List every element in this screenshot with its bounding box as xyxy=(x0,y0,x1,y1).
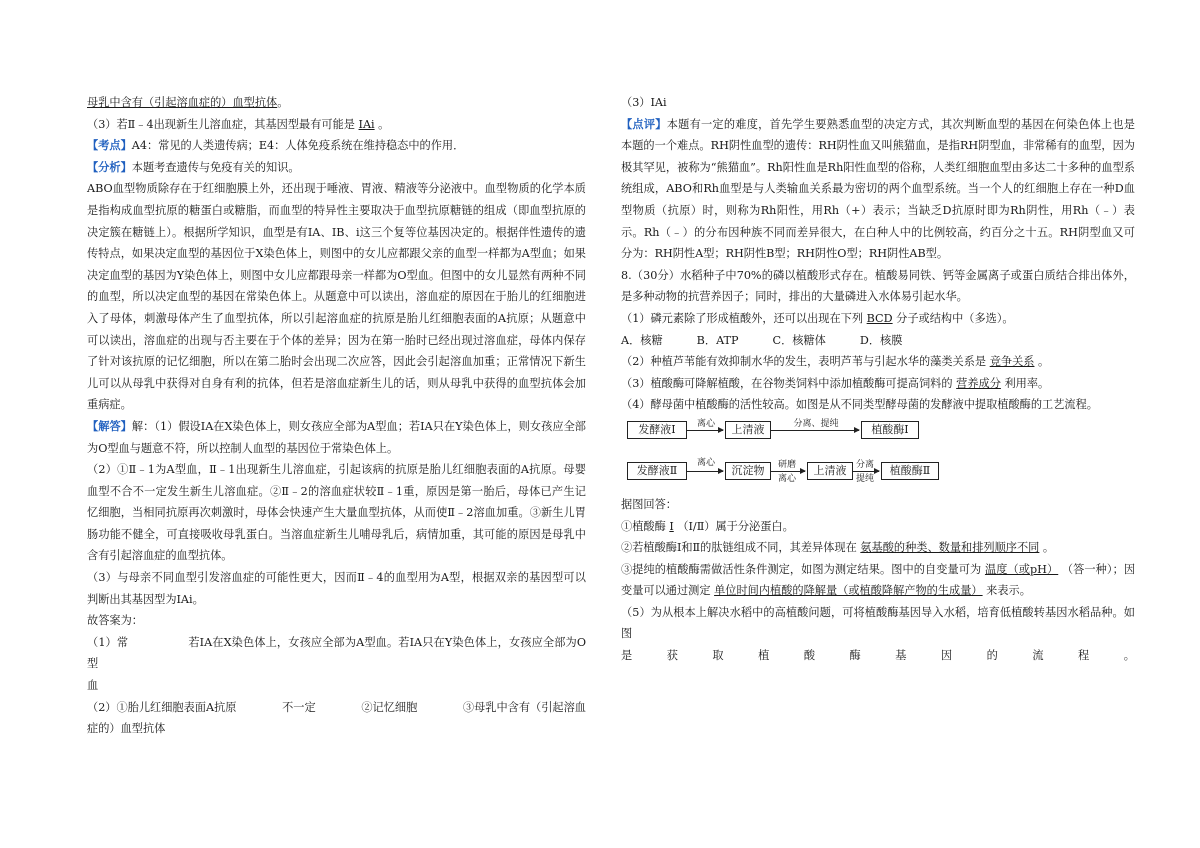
underlined-answer: IAi xyxy=(358,117,375,131)
flow-label: 分离 xyxy=(855,459,874,470)
section-tag: 【解答】 xyxy=(87,418,132,433)
kaodian-line xyxy=(87,135,586,157)
section-tag: 【考点】 xyxy=(87,138,132,153)
answer-part: 不一定 xyxy=(282,700,316,714)
question-8-5-last-line xyxy=(621,645,1135,667)
underlined-answer: 母乳中含有（引起溶血症的）血型抗体 xyxy=(87,96,278,109)
question-text: ①植酸酶 xyxy=(621,519,666,533)
question-8-3 xyxy=(621,373,1135,395)
question-8-1 xyxy=(621,308,1135,330)
question-text: 利用率。 xyxy=(1004,376,1050,390)
char: 程 xyxy=(1078,649,1090,663)
punct: 。 xyxy=(1042,541,1055,555)
answer-heading: 故答案为： xyxy=(87,614,143,628)
punct: 。 xyxy=(378,117,390,131)
char: 流 xyxy=(1032,649,1044,663)
answer-part: ②记忆细胞 xyxy=(361,700,418,714)
flow-label: 离心 xyxy=(696,457,715,468)
dianping-paragraph xyxy=(621,114,1135,265)
kaodian-text: A4：常见的人类遗传病；E4：人体免疫系统在维持稳态中的作用． xyxy=(131,139,465,153)
flow-label: 研磨 xyxy=(777,459,796,470)
question-text: （3）若Ⅱ﹣4出现新生儿溶血症，其基因型最有可能是 xyxy=(87,117,355,131)
flow-label: 离心 xyxy=(696,418,715,429)
answer-part: （1）常 xyxy=(87,635,129,649)
question-8-2 xyxy=(621,351,1135,373)
flow-label: 离心 xyxy=(777,473,796,484)
question-text: 来表示。 xyxy=(986,584,1031,598)
question-text: （Ⅰ/Ⅱ）属于分泌蛋白。 xyxy=(677,519,794,533)
answer-1-cont: 血 xyxy=(87,679,99,693)
section-tag: 【分析】 xyxy=(87,159,132,174)
fenxi-line xyxy=(87,157,586,179)
answer-part: ③母乳中含有（引起溶血 xyxy=(462,700,586,714)
char: 的 xyxy=(986,649,998,663)
left-column xyxy=(87,92,586,740)
jieda-paragraph-3: （3）与母亲不同血型引发溶血症的可能性更大，因而Ⅱ﹣4的血型用为A型，根据双亲的基因型可以判断出其基因型为IAi。 xyxy=(87,571,586,606)
char: 。 xyxy=(1123,649,1135,663)
question-8-4: （4）酵母菌中植酸酶的活性较高。如图是从不同类型酵母菌的发酵液中提取植酸酶的工艺流程。 xyxy=(621,398,1098,412)
question-text: （1）磷元素除了形成植酸外，还可以出现在下列 xyxy=(621,311,864,325)
option-c: C．核糖体 xyxy=(772,333,826,347)
question-text: （2）种植芦苇能有效抑制水华的发生，表明芦苇与引起水华的藻类关系是 xyxy=(621,355,987,369)
process-flow-diagram xyxy=(621,418,1135,492)
subquestion-3 xyxy=(621,559,1135,602)
fenxi-text: 本题考查遗传与免疫有关的知识。 xyxy=(131,160,300,174)
char: 基 xyxy=(895,649,907,663)
char: 酶 xyxy=(849,649,861,663)
char: 酸 xyxy=(803,649,816,663)
jieda-paragraph-1 xyxy=(87,416,586,459)
subquestion-1 xyxy=(621,516,1135,538)
flow-arrow xyxy=(771,430,859,431)
answer-2 xyxy=(87,697,586,719)
question-8-stem: 8.（30分）水稻种子中70%的磷以植酸形式存在。植酸易同铁、钙等金属离子或蛋白质结合排出体外，是多种动物的抗营养因子；同时，排出的大量磷进入水体易引起水华。 xyxy=(621,268,1135,304)
char: 植 xyxy=(758,649,770,663)
punct: 。 xyxy=(1038,355,1050,369)
answer-part: （2）①胎儿红细胞表面A抗原 xyxy=(87,700,237,714)
question-text: （3）植酸酶可降解植酸，在谷物类饲料中添加植酸酶可提高饲料的 xyxy=(621,376,953,390)
flow-label: 提纯 xyxy=(855,473,874,484)
right-column xyxy=(621,92,1135,667)
question-text: ③提纯的植酸酶需做活性条件测定，如图为测定结果。图中的自变量可为 xyxy=(621,562,982,576)
question-text: ②若植酸酶Ⅰ和Ⅱ的肽链组成不同，其差异体现在 xyxy=(621,541,857,555)
flow-arrow xyxy=(687,430,723,431)
answer-part: 若IA在X染色体上，女孩应全部为A型血。若IA只在Y染色体上，女孩应全部为O型 xyxy=(87,635,586,671)
char: 因 xyxy=(940,649,953,663)
question-text: 分子或结构中（多选）。 xyxy=(896,311,1014,325)
options-row xyxy=(621,330,1135,352)
char: 取 xyxy=(712,649,724,663)
flow-arrow xyxy=(853,471,879,472)
flow-arrow xyxy=(771,471,805,472)
section-tag: 【点评】 xyxy=(621,116,667,131)
punct: 。 xyxy=(277,96,289,109)
underlined-answer: 竞争关系 xyxy=(989,355,1035,369)
flow-arrow xyxy=(687,471,723,472)
underlined-answer: 营养成分 xyxy=(956,376,1001,390)
flow-box-sediment: 沉淀物 xyxy=(725,462,771,480)
underlined-answer: 氨基酸的种类、数量和排列顺序不同 xyxy=(860,541,1040,555)
underlined-answer: Ⅰ xyxy=(669,519,674,533)
flow-label: 分离、提纯 xyxy=(793,418,839,429)
answer-2-cont: 症的）血型抗体 xyxy=(87,722,166,736)
flow-box-supernatant-2: 上清液 xyxy=(807,462,853,480)
flow-box-phytase-1: 植酸酶Ⅰ xyxy=(861,421,919,439)
option-b: B．ATP xyxy=(696,333,739,347)
underlined-answer: 温度（或pH） xyxy=(984,562,1059,576)
flow-box-fermentation-1: 发酵液Ⅰ xyxy=(627,421,687,439)
figure-prompt: 据图回答： xyxy=(621,497,677,511)
question-8-5: （5）为从根本上解决水稻中的高植酸问题，可将植酸酶基因导入水稻，培育低植酸转基因水稻品种。如图 xyxy=(621,605,1135,641)
question-text: （答一种）；因变量可以通过测定 xyxy=(621,562,1136,598)
option-a: A．核糖 xyxy=(621,333,663,347)
answer-1 xyxy=(87,632,586,675)
answer-3: （3）IAi xyxy=(621,96,667,109)
flow-box-fermentation-2: 发酵液Ⅱ xyxy=(627,462,687,480)
jieda-paragraph-2: （2）①Ⅱ﹣1为A型血，Ⅱ﹣1出现新生儿溶血症，引起该病的抗原是胎儿红细胞表面的A抗原。母婴血型不合不一定发生新生儿溶血症。②Ⅱ﹣2的溶血症状较Ⅱ﹣1重，原因是第一胎后，母体已产生记忆细胞，当相同抗原再次刺激时，母体会快速产生大量血型抗体，从而使Ⅱ﹣2溶血加重。③新生儿胃肠功能不健全，可直接吸收母乳蛋白。当溶血症新生儿哺母乳后，病情加重，其可能的原因是母乳中含有引起溶血症的血型抗体。 xyxy=(87,463,586,563)
underlined-answer: BCD xyxy=(866,311,893,325)
jieda-text: 解：（1）假设IA在X染色体上，则女孩应全部为A型血；若IA只在Y染色体上，则女孩应全部为O型血与题意不符，所以控制人血型的基因位于常染色体上。 xyxy=(87,419,586,455)
answer-line-tail xyxy=(87,92,586,114)
flow-box-phytase-2: 植酸酶Ⅱ xyxy=(881,462,939,480)
question-3-line xyxy=(87,114,586,136)
char: 是 xyxy=(621,649,633,663)
analysis-paragraph: ABO血型物质除存在于红细胞膜上外，还出现于唾液、胃液、精液等分泌液中。血型物质的化学本质是指构成血型抗原的糖蛋白或糖脂，而血型的特异性主要取决于血型抗原糖链的组成（即血型抗原的决定簇在糖链上）。根据所学知识，血型是有IA、IB、i这三个复等位基因决定的。根据伴性遗传的遗传特点，如果决定血型的基因位于X染色体上，则图中的女儿应都跟父亲的血型一样都为A型血；如果决定血型的基因为Y染色体上，则图中女儿应都跟母亲一样都为O型血。但图中的女儿显然有两种不同的血型，所以决定血型的基因在常染色体上。从题意中可以读出，溶血症的原因在于胎儿的红细胞进入了母体，刺激母体产生了血型抗体，所以引起溶血症的抗原是胎儿红细胞表面的A抗原；从题意中可以读出，溶血症的出现与否主要在于个体的差异；因为在第一胎时已经出现过溶血症，母体内保存了针对该抗原的记忆细胞，所以在第二胎时会出现二次应答，因此会引起溶血加重；正常情况下新生儿可以从母乳中获得对自身有利的抗体，但若是溶血症新生儿的话，则从母乳中获得的血型抗体会加重病症。 xyxy=(87,182,586,412)
underlined-answer: 单位时间内植酸的降解量（或植酸降解产物的生成量） xyxy=(714,584,983,598)
option-d: D．核膜 xyxy=(859,333,903,347)
flow-box-supernatant-1: 上清液 xyxy=(725,421,771,439)
subquestion-2 xyxy=(621,537,1135,559)
dianping-text: 本题有一定的难度，首先学生要熟悉血型的决定方式，其次判断血型的基因在何染色体上也是本题的一个难点。RH阴性血型的遗传：RH阴性血又叫熊猫血，是指RH阴型血，非常稀有的血型，因为极其罕见，被称为“熊猫血”。Rh阳性血是Rh阳性血型的俗称，人类红细胞血型由多达二十多种的血型系统组成，ABO和Rh血型是与人类输血关系最为密切的两个血型系统。当一个人的红细胞上存在一种D血型物质（抗原）时，则称为Rh阳性，用Rh（+）表示；当缺乏D抗原时即为Rh阴性，用Rh（﹣）表示。Rh（﹣）的分布因种族不同而差异很大，在白种人中的比例较高，约百分之十五。RH阴型血又可分为：RH阴性A型；RH阴性B型；RH阴性O型；RH阴性AB型。 xyxy=(621,117,1135,261)
char: 获 xyxy=(666,649,678,663)
